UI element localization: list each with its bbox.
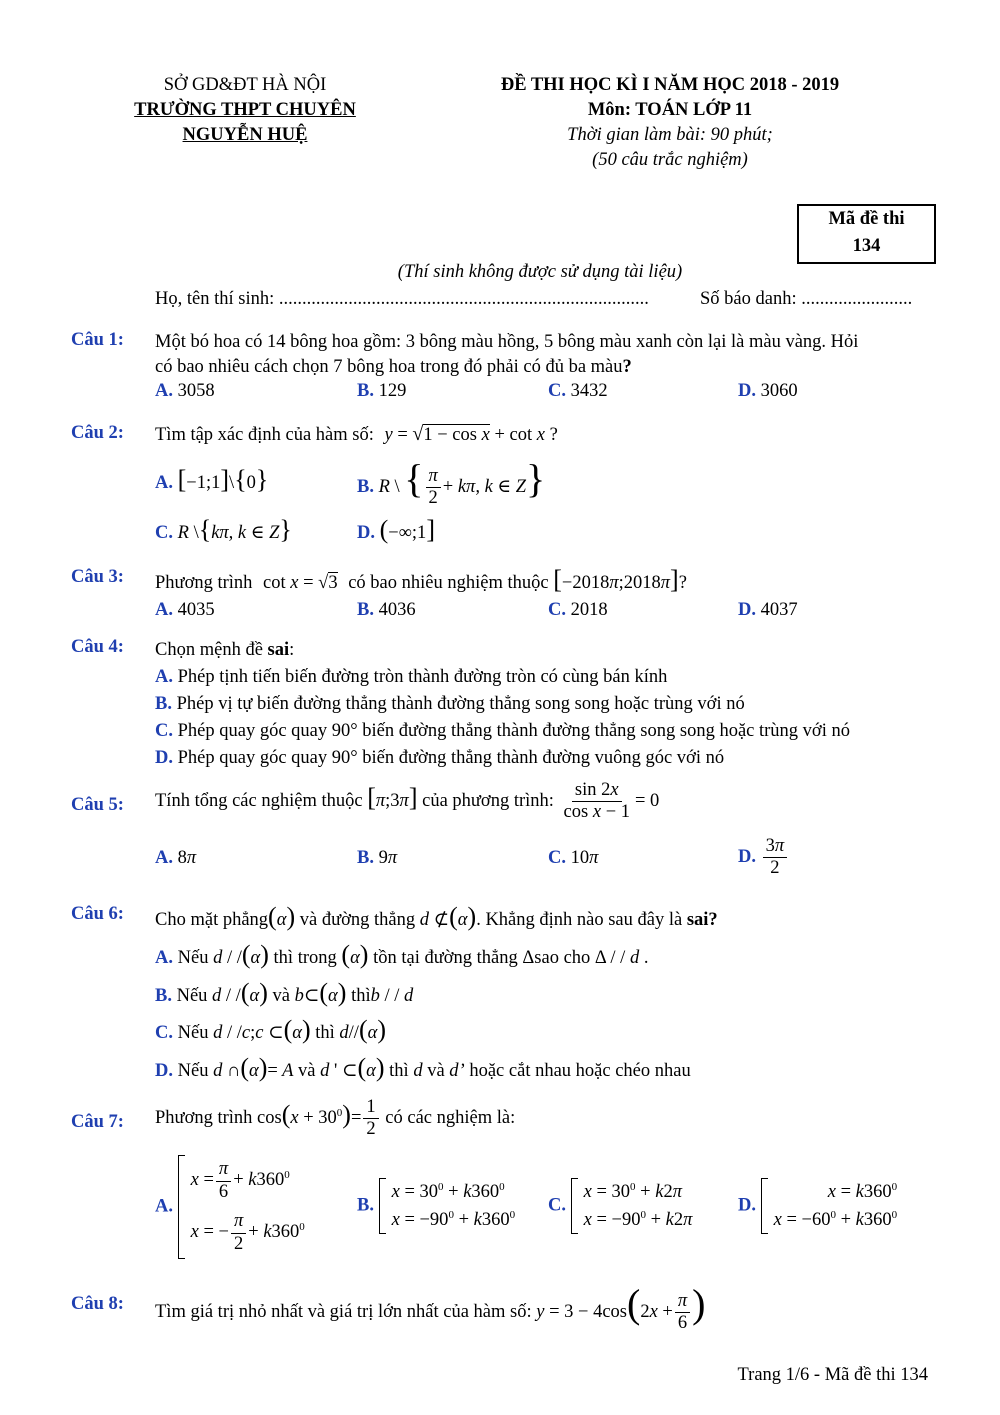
q2-opt-c: C. R \{kπ, k ∈ Z} [155, 515, 292, 544]
exam-code-label: Mã đề thi [828, 209, 905, 229]
q7-opt-a: A. x = $\frac{\pi}{6}$ + $k360^0$ x = − $\frac{\pi}{2}$ + $k360^0$ [155, 1155, 305, 1259]
q1-opt-d: D. 3060 [738, 381, 798, 401]
question-count: (50 câu trắc nghiệm) [592, 150, 748, 170]
header-right [440, 73, 900, 173]
q7-stem: Phương trình $\cos(x + 30^0)=$ $\frac{1}{2}$ có các nghiệm là: [155, 1097, 516, 1140]
q6-opt-b: B. Nếu d / /(α) và b⊂(α) thìb / / d [155, 978, 414, 1007]
q5-opt-d: D. $\frac{3\pi}{2}$ [738, 836, 789, 880]
q5-stem: Tính tổng các nghiệm thuộc [π;3π] của phương trình: $\frac{\sin 2x}{\text{cos x − 1}}$ = 0 [155, 780, 660, 823]
name-line: Họ, tên thí sinh: ................................................................................ [155, 289, 649, 309]
q7-opt-b: B. $x = 30^0 + k360^0$ $x = -90^0 + k360^0$ [357, 1178, 515, 1234]
exam-time: Thời gian làm bài: 90 phút; [567, 125, 773, 145]
q5-opt-b: B. 9π [357, 848, 398, 868]
q3-opt-a: A. 4035 [155, 600, 215, 620]
q1-opt-a: A. 3058 [155, 381, 215, 401]
q2-label: Câu 2: [71, 423, 124, 443]
header-left [110, 73, 380, 148]
q3-opt-b: B. 4036 [357, 600, 416, 620]
q5-opt-c: C. 10π [548, 848, 599, 868]
q1-text1: Một bó hoa có 14 bông hoa gồm: 3 bông màu hồng, 5 bông màu xanh còn lại là màu vàng. Hỏi [155, 332, 859, 352]
q5-opt-a: A. 8π [155, 848, 197, 868]
q2-opt-a: A. [−1;1]\{0} [155, 465, 269, 494]
q6-opt-c: C. Nếu d / /c;c ⊂(α) thì d//(α) [155, 1015, 387, 1044]
q2-opt-d: D. (−∞;1] [357, 515, 435, 544]
q2-stem: Tìm tập xác định của hàm số: y = √1 − cos x + cot x ? [155, 423, 558, 445]
dept: SỞ GD&ĐT HÀ NỘI [163, 75, 327, 95]
q4-opt-b: B. Phép vị tự biến đường thẳng thành đường thẳng song song hoặc trùng với nó [155, 694, 745, 714]
q1-label: Câu 1: [71, 330, 124, 350]
q1-text2: có bao nhiêu cách chọn 7 bông hoa trong đó phải có đủ ba màu [155, 357, 623, 377]
q6-opt-d: D. Nếu d ∩(α)= A và d ' ⊂(α) thì d và d’ hoặc cắt nhau hoặc chéo nhau [155, 1053, 691, 1082]
q6-stem: Cho mặt phẳng(α) và đường thẳng d ⊄(α). Khẳng định nào sau đây là sai? [155, 902, 718, 931]
q8-stem: Tìm giá trị nhỏ nhất và giá trị lớn nhất của hàm số: y = 3 − 4cos(2x + $\frac{\pi}{6}$ ) [155, 1281, 706, 1334]
q1-stem: Một bó hoa có 14 bông hoa gồm: 3 bông màu hồng, 5 bông màu xanh còn lại là màu vàng. Hỏi có bao nhiêu cách chọn 7 bông hoa trong đó phải có đủ ba màu? [155, 330, 930, 380]
q4-stem: Chọn mệnh đề sai: A. Phép tịnh tiến biến đường tròn thành đường tròn có cùng bán kính B. Phép vị tự biến đường thẳng thành đường thẳng song song hoặc trùng với nó C. Phép quay góc quay 90° biến đường thẳng thành đường thẳng song song hoặc trùng với nó D. Phép quay góc quay 90° biến đường thẳng thành đường vuông góc với nó [155, 637, 850, 772]
q3-opt-c: C. 2018 [548, 600, 608, 620]
sbd-line: Số báo danh: ........................ [700, 289, 913, 309]
q7-opt-c: C. $x = 30^0 + k2\pi$ $x = -90^0 + k2\pi$ [548, 1178, 692, 1234]
q4-opt-a: A. Phép tịnh tiến biến đường tròn thành đường tròn có cùng bán kính [155, 667, 668, 687]
q4-label: Câu 4: [71, 637, 124, 657]
q4-opt-d: D. Phép quay góc quay 90° biến đường thẳng thành đường vuông góc với nó [155, 748, 725, 768]
q6-label: Câu 6: [71, 904, 124, 924]
q5-label: Câu 5: [71, 795, 124, 815]
note: (Thí sinh không được sử dụng tài liệu) [397, 262, 683, 282]
q1-opt-b: B. 129 [357, 381, 407, 401]
exam-code-box [797, 204, 936, 264]
q7-label: Câu 7: [71, 1112, 124, 1132]
q1-opt-c: C. 3432 [548, 381, 608, 401]
q3-opt-d: D. 4037 [738, 600, 798, 620]
subject: Môn: TOÁN LỚP 11 [587, 100, 753, 120]
school-line1: TRƯỜNG THPT CHUYÊN [134, 100, 356, 120]
q6-opt-a: A. Nếu d / /(α) thì trong (α) tồn tại đường thẳng Δsao cho Δ / / d . [155, 940, 649, 969]
q3-label: Câu 3: [71, 567, 124, 587]
q7-opt-d: D. $x = k360^0$ $x = -60^0 + k360^0$ [738, 1178, 897, 1234]
exam-code: 134 [852, 236, 881, 256]
q8-label: Câu 8: [71, 1294, 124, 1314]
q3-stem: Phương trình cot x = √3 có bao nhiêu nghiệm thuộc [−2018π;2018π]? [155, 565, 687, 594]
q2-opt-b: B. R \ { $\frac{\pi}{2}$ + kπ, k ∈ Z} [357, 456, 546, 509]
page-footer: Trang 1/6 - Mã đề thi 134 [737, 1365, 928, 1385]
exam-title: ĐỀ THI HỌC KÌ I NĂM HỌC 2018 - 2019 [500, 75, 840, 95]
school-line2: NGUYỄN HUỆ [182, 125, 308, 145]
q4-opt-c: C. Phép quay góc quay 90° biến đường thẳng thành đường thẳng song song hoặc trùng với nó [155, 721, 850, 741]
